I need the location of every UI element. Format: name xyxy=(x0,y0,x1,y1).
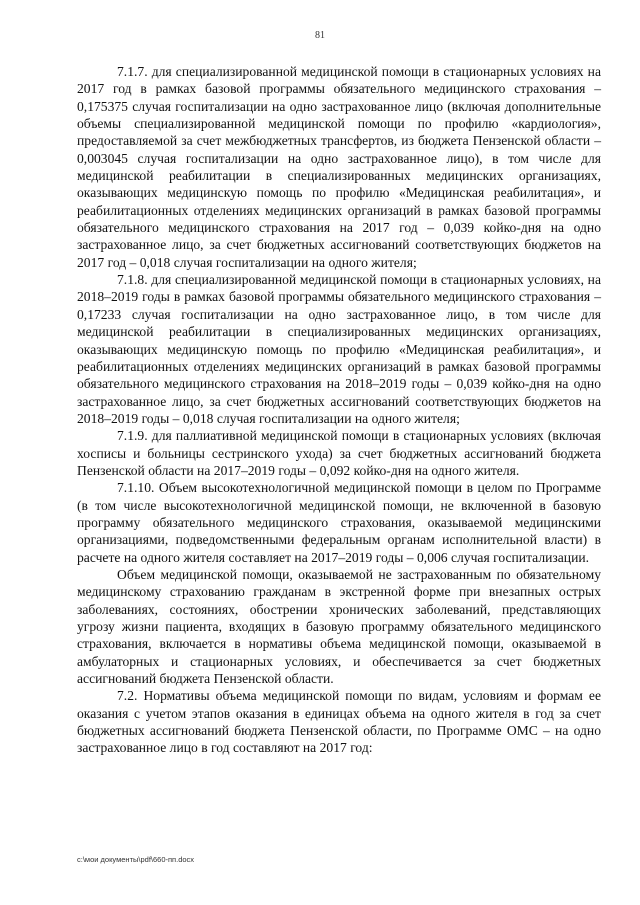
paragraph-7-1-9: 7.1.9. для паллиативной медицинской помощи в стационарных условиях (включая хосписы и больницы сестринского ухода) за счет бюджетных ассигнований бюджета Пензенской области на 2017–2019 годы – 0,092 койко-дня на одного жителя. xyxy=(77,428,601,478)
paragraph-7-1-7: 7.1.7. для специализированной медицинской помощи в стационарных условиях на 2017 год в рамках базовой программы обязательного медицинского страхования – 0,175375 случая госпитализации на одно застрахованное лицо (включая дополнительные объемы специализированной медицинской помощи по профилю «кардиология», предоставляемой за счет межбюджетных трансфертов, из бюджета Пензенской области – 0,003045 случая госпитализации на одно застрахованное лицо), в том числе для медицинской реабилитации в специализированных медицинских организациях, оказывающих медицинскую помощь по профилю «Медицинская реабилитация», и реабилитационных отделениях медицинских организаций в рамках базовой программы обязательного медицинского страхования на 2017 год – 0,039 койко-дня на одно застрахованное лицо, за счет бюджетных ассигнований соответствующих бюджетов на 2017 год – 0,018 случая госпитализации на одного жителя; xyxy=(77,64,601,270)
document-body xyxy=(77,63,601,757)
page-number: 81 xyxy=(315,30,325,41)
paragraph-7-1-8: 7.1.8. для специализированной медицинской помощи в стационарных условиях, на 2018–2019 годы в рамках базовой программы обязательного медицинского страхования – 0,17233 случая госпитализации на одно застрахованное лицо, в том числе для медицинской реабилитации в специализированных медицинских организациях, оказывающих медицинскую помощь по профилю «Медицинская реабилитация», и реабилитационных отделениях медицинских организаций в рамках базовой программы обязательного медицинского страхования на 2018–2019 годы – 0,039 койко-дня на одно застрахованное лицо, за счет бюджетных ассигнований соответствующих бюджетов на 2018–2019 годы – 0,018 случая госпитализации на одного жителя; xyxy=(77,272,601,426)
paragraph-7-1-10: 7.1.10. Объем высокотехнологичной медицинской помощи в целом по Программе (в том числе высокотехнологичной медицинской помощи, не включенной в базовую программу обязательного медицинского страхования, оказываемой медицинскими организациями, подведомственными федеральным органам исполнительной власти) в расчете на одного жителя составляет на 2017–2019 годы – 0,006 случая госпитализации. xyxy=(77,480,601,565)
paragraph-uninsured-care: Объем медицинской помощи, оказываемой не застрахованным по обязательному медицинскому страхованию гражданам в экстренной форме при внезапных острых заболеваниях, состояниях, обострении хронических заболеваний, представляющих угрозу жизни пациента, входящих в базовую программу обязательного медицинского страхования, включается в нормативы объема медицинской помощи, оказываемой в амбулаторных и стационарных условиях, и обеспечивается за счет бюджетных ассигнований бюджета Пензенской области. xyxy=(77,566,601,687)
footer-file-path: c:\мои документы\pdf\660-пп.docx xyxy=(77,855,195,864)
paragraph-7-2: 7.2. Нормативы объема медицинской помощи по видам, условиям и формам ее оказания с учетом этапов оказания в единицах объема на одного жителя в год за счет бюджетных ассигнований бюджета Пензенской области, по Программе ОМС – на одно застрахованное лицо в год составляют на 2017 год: xyxy=(77,688,601,756)
